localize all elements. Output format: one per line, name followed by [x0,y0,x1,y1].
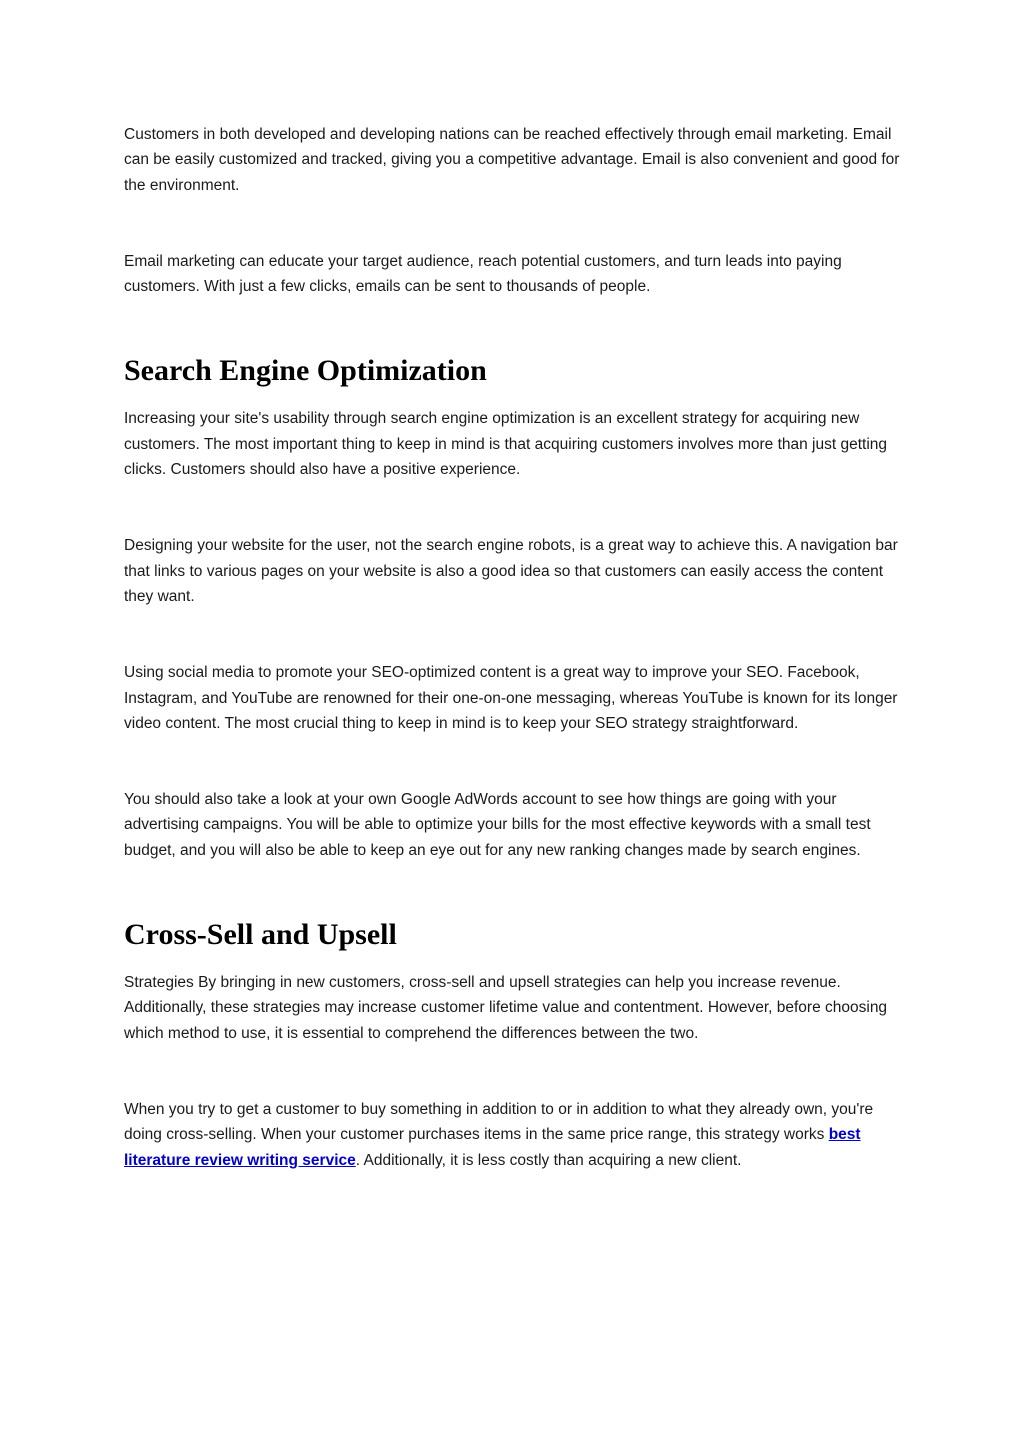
heading-cross-sell: Cross-Sell and Upsell [124,918,397,952]
paragraph-email-educate: Email marketing can educate your target audience, reach potential customers, and turn leads into paying customers. With just a few clicks, emails can be sent to thousands of people. [124,252,842,296]
paragraph-seo-adwords: You should also take a look at your own Google AdWords account to see how things are going with your advertising campaigns. You will be able to optimize your bills for the most effective keywords with a small test budget, and you will also be able to keep an eye out for any new ranking changes made by search engines. [124,791,871,859]
paragraph-cross-selling [124,1097,904,1173]
paragraph-text-before-link: When you try to get a customer to buy something in addition to or in addition to what they already own, you're doing cross-selling. When your customer purchases items in the same price range, this strategy works [124,1100,874,1144]
paragraph-seo-social: Using social media to promote your SEO-optimized content is a great way to improve your SEO. Facebook, Instagram, and YouTube are renowned for their one-on-one messaging, whereas YouTube is known for its longer video content. The most crucial thing to keep in mind is to keep your SEO strategy straightforward. [124,664,898,732]
paragraph-seo-usability: Increasing your site's usability through search engine optimization is an excellent strategy for acquiring new customers. The most important thing to keep in mind is that acquiring customers involves more than just getting clicks. Customers should also have a positive experience. [124,410,888,479]
document-page [124,122,904,1173]
paragraph-cross-sell-strategies: Strategies By bringing in new customers, cross-sell and upsell strategies can help you increase revenue. Additionally, these strategies may increase customer lifetime value and contentment. However, before choosing which method to use, it is essential to comprehend the differences between the two. [124,974,888,1042]
paragraph-email-reach: Customers in both developed and developing nations can be reached effectively through email marketing. Email can be easily customized and tracked, giving you a competitive advantage. Email is also convenient and good for the environment. [124,126,900,194]
paragraph-text-after-link: . Additionally, it is less costly than acquiring a new client. [355,1151,742,1169]
paragraph-seo-design: Designing your website for the user, not the search engine robots, is a great way to achieve this. A navigation bar that links to various pages on your website is also a good idea so that customers can easily access the content they want. [124,537,898,605]
heading-seo: Search Engine Optimization [124,354,487,388]
literature-review-link[interactable]: best literature review writing service [124,1126,861,1169]
